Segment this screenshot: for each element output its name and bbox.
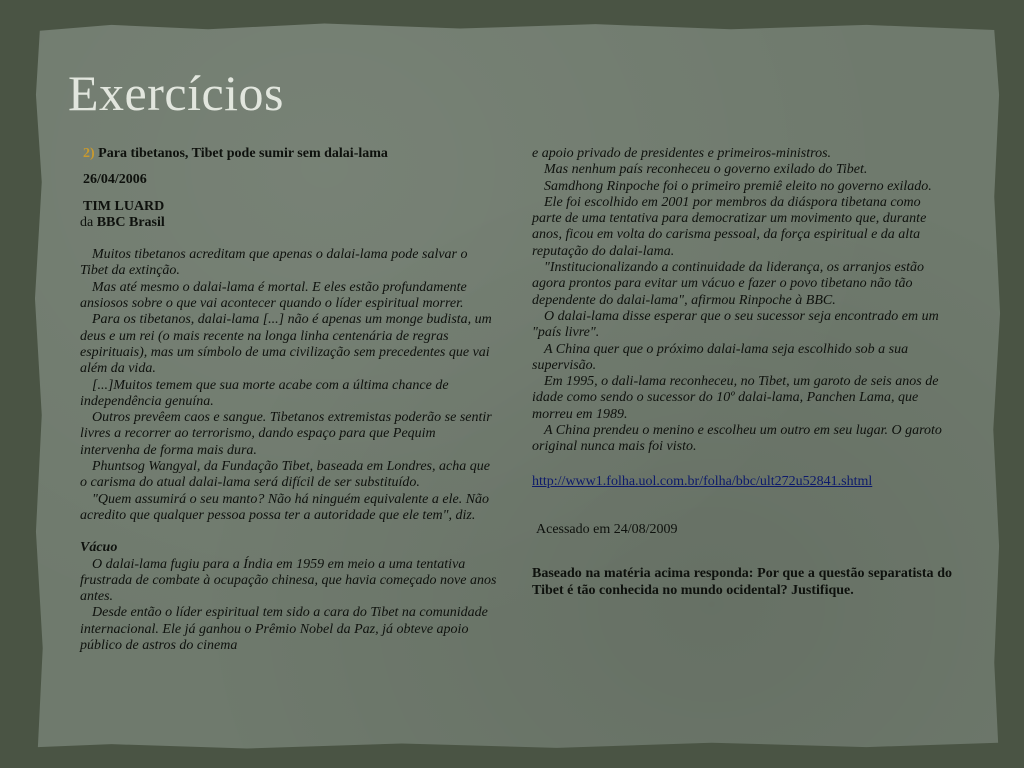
exercise-number: 2) [83, 146, 95, 161]
paragraph: [...]Muitos temem que sua morte acabe com a última chance de independência genuína. [80, 377, 449, 409]
right-column [532, 146, 952, 599]
source-link[interactable]: http://www1.folha.uol.com.br/folha/bbc/ult272u52841.shtml [532, 473, 873, 489]
paragraph: Mas até mesmo o dalai-lama é mortal. E eles estão profundamente ansiosos sobre o que vai acontecer quando o líder espiritual morrer. [80, 279, 467, 312]
left-column [80, 146, 498, 654]
article-date: 26/04/2006 [83, 172, 147, 188]
paragraph-continuation: e apoio privado de presidentes e primeiros-ministros. [532, 146, 832, 161]
article-body-left [80, 247, 498, 654]
article-heading [83, 146, 498, 162]
article-headline: Para tibetanos, Tibet pode sumir sem dalai-lama [98, 146, 388, 161]
accessed-date: Acessado em 24/08/2009 [536, 521, 678, 537]
paragraph: Muitos tibetanos acreditam que apenas o dalai-lama pode salvar o Tibet da extinção. [80, 247, 468, 279]
slide-title: Exercícios [68, 65, 285, 121]
paragraph: Samdhong Rinpoche foi o primeiro premiê eleito no governo exilado. [544, 178, 932, 194]
source-name: BBC Brasil [96, 214, 165, 230]
paragraph: Desde então o líder espiritual tem sido a cara do Tibet na comunidade internacional. Ele já ganhou o Prêmio Nobel da Paz, já obteve apoio público de astros do cinema [80, 605, 488, 654]
paragraph: Ele foi escolhido em 2001 por membros da diáspora tibetana como parte de uma tentativa para democratizar um movimento que, durante anos, ficou em volta do carisma pessoal, da força espiritual e da alta reputação do dalai-lama. [532, 194, 927, 259]
paragraph: Mas nenhum país reconheceu o governo exilado do Tibet. [544, 162, 868, 178]
paragraph: O dalai-lama fugiu para a Índia em 1959 em meio a uma tentativa frustrada de combate à ocupação chinesa, que havia começado nove anos antes. [80, 556, 497, 605]
paragraph: O dalai-lama disse esperar que o seu sucessor seja encontrado em um "país livre". [532, 308, 939, 341]
paragraph: A China prendeu o menino e escolheu um outro em seu lugar. O garoto original nunca mais foi visto. [532, 423, 942, 455]
exercise-question: Baseado na matéria acima responda: Por que a questão separatista do Tibet é tão conhecida no mundo ocidental? Justifique. [532, 566, 952, 598]
paragraph: "Institucionalizando a continuidade da liderança, os arranjos estão agora prontos para evitar um vácuo e fazer o povo tibetano não tão dependente do dalai-lama", afirmou Rinpoche à BBC. [532, 260, 924, 308]
paragraph: A China quer que o próximo dalai-lama seja escolhido sob a sua supervisão. [532, 341, 909, 373]
article-source [80, 215, 498, 231]
article-author: TIM LUARD [83, 198, 165, 214]
paragraph: Para os tibetanos, dalai-lama [...] não é apenas um monge budista, um deus e um rei (o mais recente na longa linha centenária de regras espirituais), mas um símbolo de uma civilização sem precedentes que vai além da vida. [80, 312, 492, 377]
paragraph: "Quem assumirá o seu manto? Não há ninguém equivalente a ele. Não acredito que qualquer pessoa possa ter a autoridade que ele tem", diz. [80, 491, 490, 523]
paragraph: Phuntsog Wangyal, da Fundação Tibet, baseada em Londres, acha que o carisma do atual dalai-lama será difícil de ser substituído. [80, 459, 490, 491]
source-prefix: da [80, 214, 94, 230]
paragraph: Outros prevêem caos e sangue. Tibetanos extremistas poderão se sentir livres a recorrer ao terrorismo, dando espaço para que Pequim intervenha de forma mais dura. [80, 410, 492, 458]
paragraph: Em 1995, o dali-lama reconheceu, no Tibet, um garoto de seis anos de idade como sendo o sucessor do 10º dalai-lama, Panchen Lama, que morreu em 1989. [532, 374, 939, 422]
subheading-vacuo: Vácuo [80, 540, 118, 556]
article-body-right [532, 146, 952, 456]
